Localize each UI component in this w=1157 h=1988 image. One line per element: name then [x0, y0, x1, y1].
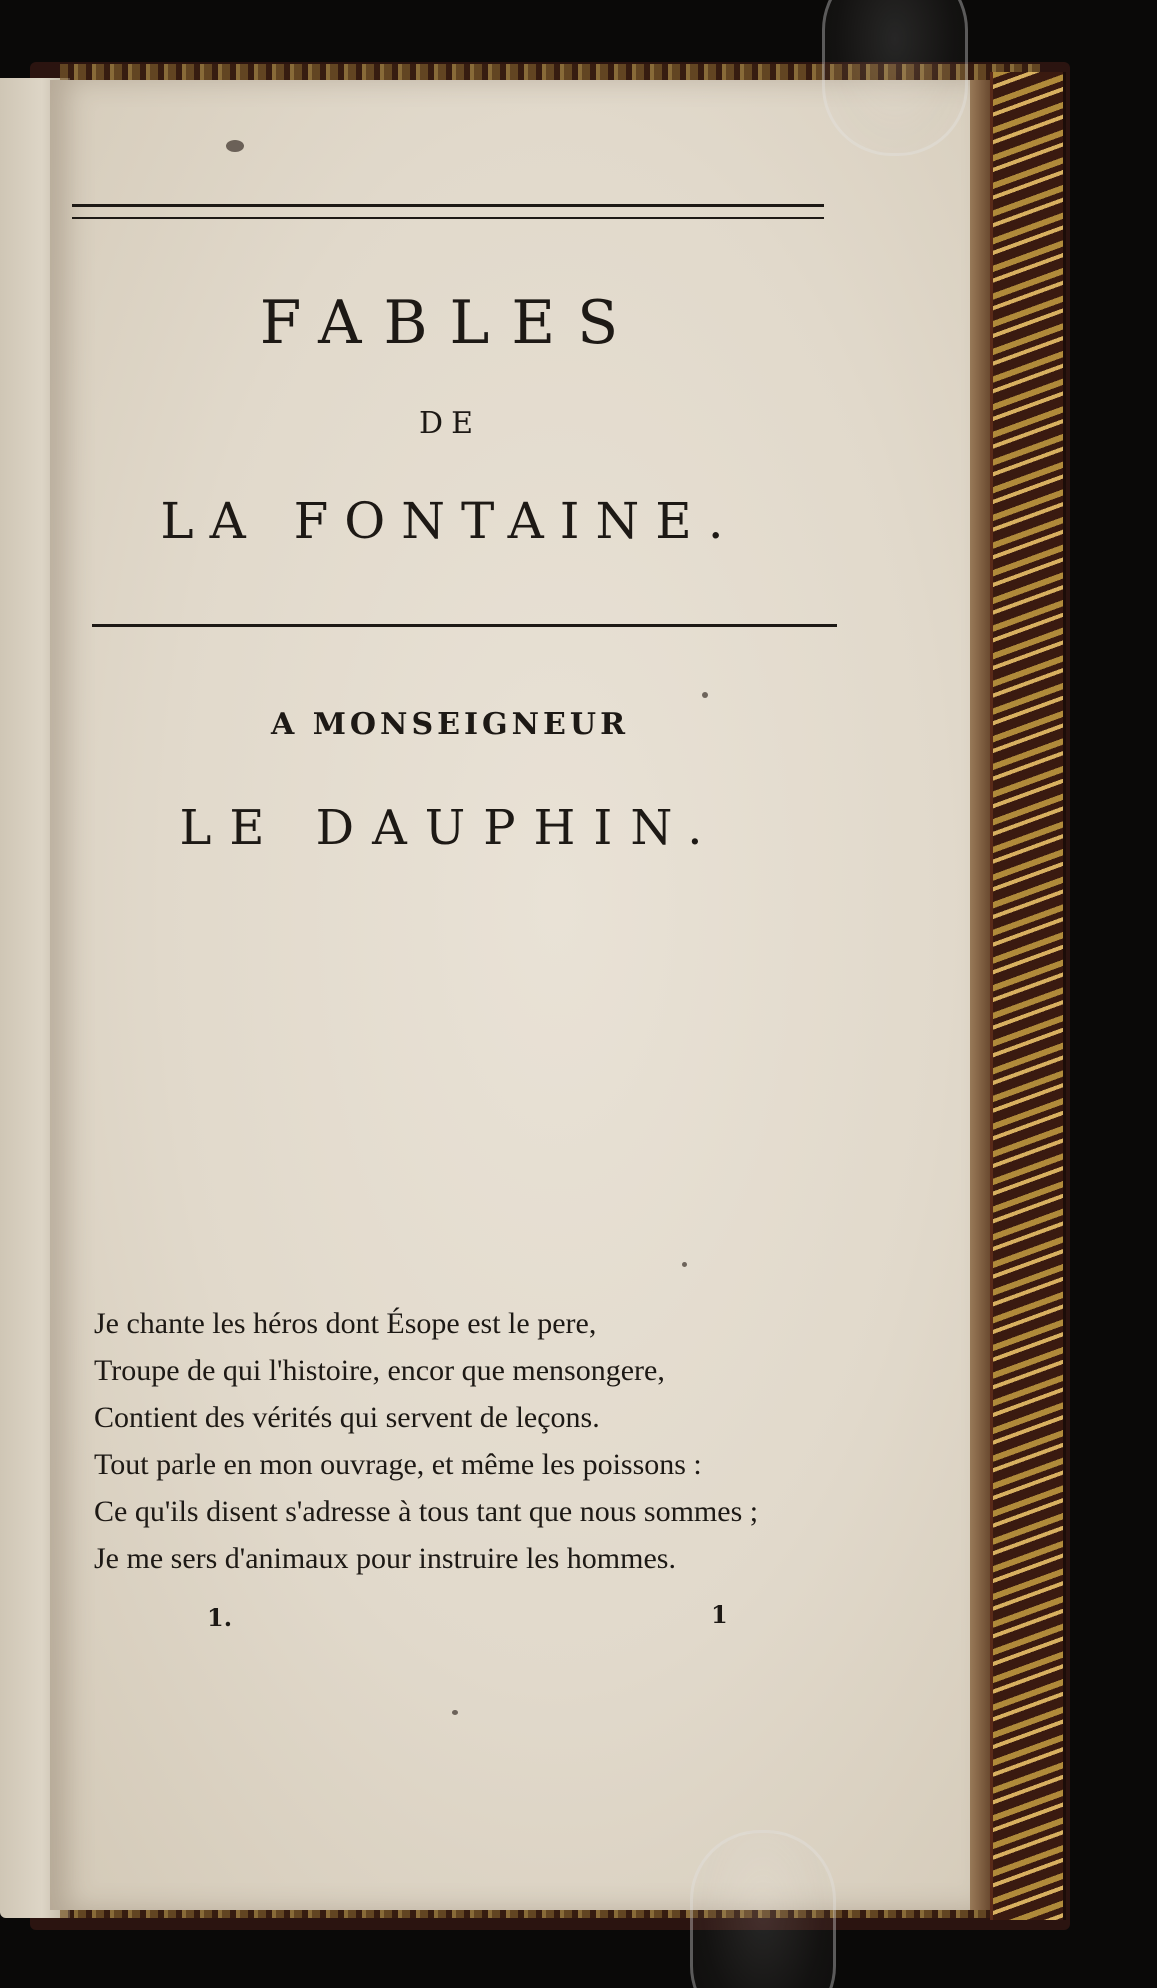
verse-line: Je me sers d'animaux pour instruire les hommes. [94, 1542, 676, 1575]
double-rule [72, 204, 824, 219]
glass-page-weight-bottom [690, 1830, 836, 1988]
verse-line: Contient des vérités qui servent de leçons. [94, 1401, 600, 1434]
gilt-fore-edge [990, 72, 1066, 1920]
glass-page-weight-top [822, 0, 968, 156]
paper-speck [452, 1710, 458, 1715]
verse-block [94, 1300, 914, 1582]
paper-speck [226, 140, 244, 152]
paper-speck [702, 692, 708, 698]
verse-line: Tout parle en mon ouvrage, et même les poissons : [94, 1448, 702, 1481]
dedication-line-2: LE DAUPHIN. [179, 800, 721, 856]
single-rule [92, 624, 837, 627]
verse-line: Ce qu'ils disent s'adresse à tous tant que nous sommes ; [94, 1495, 759, 1528]
page-title: FABLES [259, 288, 641, 358]
volume-signature: 1. [207, 1603, 233, 1632]
verse-line: Troupe de qui l'histoire, encor que mensongere, [94, 1354, 665, 1387]
paper-speck [682, 1262, 687, 1267]
verse-line: Je chante les héros dont Ésope est le pere, [94, 1307, 597, 1340]
dedication-line-1: A MONSEIGNEUR [270, 707, 630, 742]
author-name: LA FONTAINE. [160, 492, 740, 550]
gathering-signature: 1 [711, 1600, 728, 1629]
title-connector: DE [419, 406, 481, 441]
